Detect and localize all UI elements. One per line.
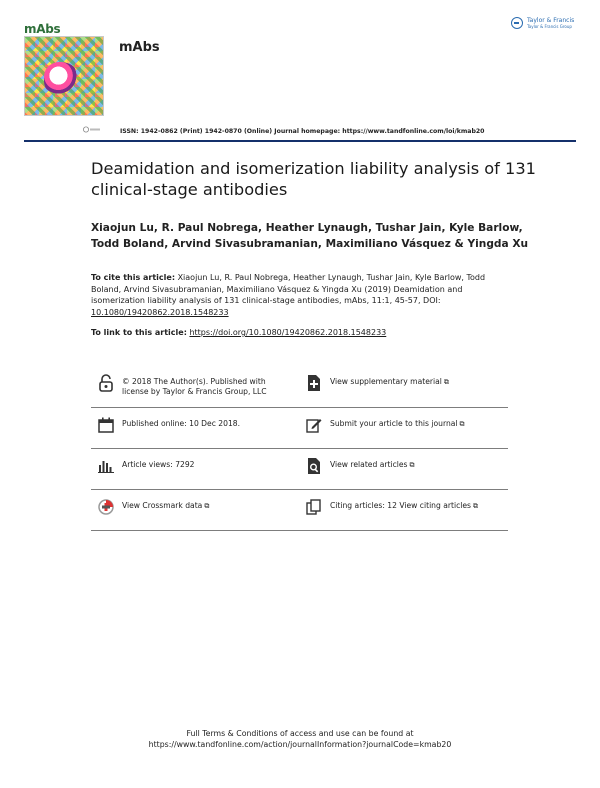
article-link-label: To link to this article: [91,328,187,337]
submit-label[interactable]: Submit your article to this journal [330,419,458,428]
article-link-line [91,328,386,337]
view-supplementary-link[interactable] [305,374,505,392]
external-link-icon: ⧉ [409,461,415,469]
edit-icon [305,416,323,434]
external-link-icon: ⧉ [473,502,478,510]
external-link-icon: ⧉ [204,502,210,510]
bar-chart-icon [97,457,115,475]
search-document-icon [305,457,323,475]
article-title: Deamidation and isomerization liability analysis of 131 clinical-stage antibodies [91,159,536,199]
article-authors: Xiaojun Lu, R. Paul Nobrega, Heather Lynaugh, Tushar Jain, Kyle Barlow, Todd Boland, Arvind Sivasubramanian, Maximiliano Vásquez & Yingda Xu [91,222,529,250]
open-lock-icon [97,374,115,392]
header-divider [24,140,576,142]
publisher-logo [511,17,574,29]
open-access-license [97,374,287,396]
citing-label[interactable]: Citing articles: 12 View citing articles [330,501,471,510]
plus-document-icon [305,374,323,392]
journal-logo: mAbs [24,22,61,36]
citation-text: Xiaojun Lu, R. Paul Nobrega, Heather Lynaugh, Tushar Jain, Kyle Barlow, Todd Boland, Arvind Sivasubramanian, Maximiliano Vásquez & Yingda Xu (2019) Deamidation and isomerization liability analysis of 131 clinical-stage antibodies, mAbs, 11:1, 45-57, DOI: [91,273,486,305]
published-date: Published online: 10 Dec 2018. [122,419,241,428]
citing-documents-icon [305,498,323,516]
terms-url[interactable]: https://www.tandfonline.com/action/journalInformation?journalCode=kmab20 [148,740,452,749]
external-link-icon: ⧉ [459,420,465,428]
journal-cover-graphic [44,62,80,96]
issn-homepage-line[interactable]: ISSN: 1942-0862 (Print) 1942-0870 (Online) Journal homepage: https://www.tandfonline.com/loi/kmab20 [120,128,485,135]
article-views-text: Article views: 7292 [122,460,195,469]
grid-divider [91,489,508,490]
license-text: © 2018 The Author(s). Published with license by Taylor & Francis Group, LLC [122,377,267,396]
citation-doi-link[interactable]: 10.1080/19420862.2018.1548233 [91,307,229,317]
submit-article-link[interactable] [305,416,505,434]
grid-divider [91,407,508,408]
external-link-icon: ⧉ [443,378,449,386]
citation-label: To cite this article: [91,273,176,282]
grid-divider [91,530,508,531]
citation-block [91,272,503,318]
supplementary-label[interactable]: View supplementary material [330,377,442,386]
publisher-logo-text: Taylor & Francis [527,17,575,24]
crossmark-link[interactable] [97,498,287,516]
publisher-logo-subtext: Taylor & Francis Group [527,24,572,29]
related-label[interactable]: View related articles [330,460,408,469]
published-online [97,416,287,434]
crossmark-label[interactable]: View Crossmark data [122,501,203,510]
calendar-icon [97,416,115,434]
journal-name: mAbs [119,40,160,55]
publisher-logo-icon [511,17,523,29]
grid-divider [91,448,508,449]
crossmark-logo-icon [83,126,101,134]
terms-text: Full Terms & Conditions of access and use can be found at [186,729,414,738]
terms-footer [0,728,600,750]
article-doi-url[interactable]: https://doi.org/10.1080/19420862.2018.1548233 [189,328,387,337]
related-articles-link[interactable] [305,457,505,475]
article-views [97,457,287,475]
citing-articles-link[interactable] [305,498,505,516]
crossmark-icon [97,498,115,516]
